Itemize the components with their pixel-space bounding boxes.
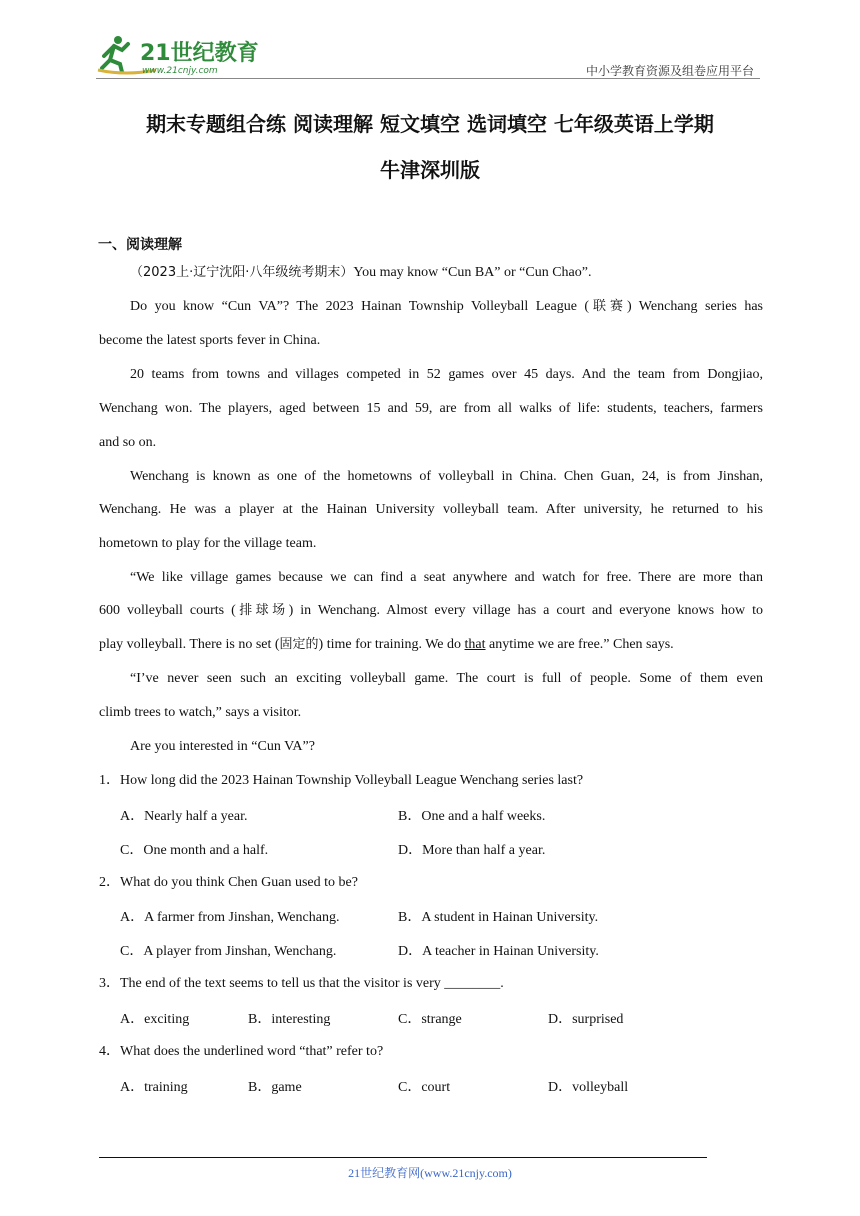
platform-name: 中小学教育资源及组卷应用平台 — [585, 64, 754, 78]
page-header — [96, 30, 760, 78]
footer-rule — [99, 1157, 707, 1158]
question-option: A．training — [120, 1080, 188, 1095]
document-title-line1: 期末专题组合练 阅读理解 短文填空 选词填空 七年级英语上学期 — [146, 112, 714, 136]
passage-line: become the latest sports fever in China. — [99, 333, 321, 348]
svg-text:www.21cnjy.com: www.21cnjy.com — [142, 66, 218, 76]
passage-line: 600 volleyball courts (排球场) in Wenchang. Almost every village has a court and everyone knows how to — [99, 603, 763, 618]
question-stem: 1．How long did the 2023 Hainan Township Volleyball League Wenchang series last? — [99, 773, 584, 788]
question-option: C．strange — [398, 1012, 462, 1027]
passage-line: Wenchang is known as one of the hometowns of volleyball in China. Chen Guan, 24, is from Jinshan, — [130, 469, 763, 484]
header-rule — [96, 78, 760, 79]
passage-line: “I’ve never seen such an exciting volleyball game. The court is full of people. Some of them even — [130, 671, 763, 686]
question-option: D．A teacher in Hainan University. — [398, 944, 599, 959]
logo — [96, 30, 266, 78]
question-option: C．A player from Jinshan, Wenchang. — [120, 944, 337, 959]
passage-line: （2023上·辽宁沈阳·八年级统考期末）You may know “Cun BA” or “Cun Chao”. — [130, 265, 592, 280]
question-option: A．exciting — [120, 1012, 190, 1027]
question-option: B．game — [248, 1080, 302, 1095]
question-source: （2023上·辽宁沈阳·八年级统考期末） — [130, 265, 354, 280]
passage-line: hometown to play for the village team. — [99, 536, 317, 551]
underlined-word: that — [464, 637, 486, 652]
document-title-line2: 牛津深圳版 — [380, 158, 480, 182]
passage-line: Are you interested in “Cun VA”? — [130, 739, 315, 754]
passage-line: 20 teams from towns and villages competed in 52 games over 45 days. And the team from Dongjiao, — [130, 367, 763, 382]
question-stem: 2．What do you think Chen Guan used to be? — [99, 875, 358, 890]
question-stem: 4．What does the underlined word “that” refer to? — [99, 1044, 384, 1059]
question-option: B．One and a half weeks. — [398, 809, 546, 824]
svg-text:21世纪教育: 21世纪教育 — [140, 41, 259, 66]
question-option: C．One month and a half. — [120, 843, 269, 858]
question-option: B．interesting — [248, 1012, 331, 1027]
footer-link[interactable]: 21世纪教育网(www.21cnjy.com) — [348, 1166, 512, 1180]
question-option: A．Nearly half a year. — [120, 809, 248, 824]
question-stem: 3．The end of the text seems to tell us that the visitor is very ________. — [99, 976, 504, 991]
question-option: D．More than half a year. — [398, 843, 546, 858]
passage-line: play volleyball. There is no set (固定的) time for training. We do that anytime we are free.” Chen says. — [99, 637, 674, 652]
question-option: C．court — [398, 1080, 451, 1095]
question-option: D．surprised — [548, 1012, 624, 1027]
passage-line: Wenchang won. The players, aged between 15 and 59, are from all walks of life: students, teachers, farmers — [99, 401, 763, 416]
question-option: D．volleyball — [548, 1080, 629, 1095]
question-option: A．A farmer from Jinshan, Wenchang. — [120, 910, 340, 925]
passage-line: climb trees to watch,” says a visitor. — [99, 705, 302, 720]
passage-line: Do you know “Cun VA”? The 2023 Hainan Township Volleyball League (联赛) Wenchang series has — [130, 299, 764, 314]
passage-line: and so on. — [99, 435, 157, 450]
passage-line: Wenchang. He was a player at the Hainan University volleyball team. After university, he returned to his — [99, 502, 763, 517]
question-option: B．A student in Hainan University. — [398, 910, 599, 925]
passage-line: “We like village games because we can find a seat anywhere and watch for free. There are more than — [130, 570, 763, 585]
section-heading: 一、阅读理解 — [98, 237, 182, 253]
